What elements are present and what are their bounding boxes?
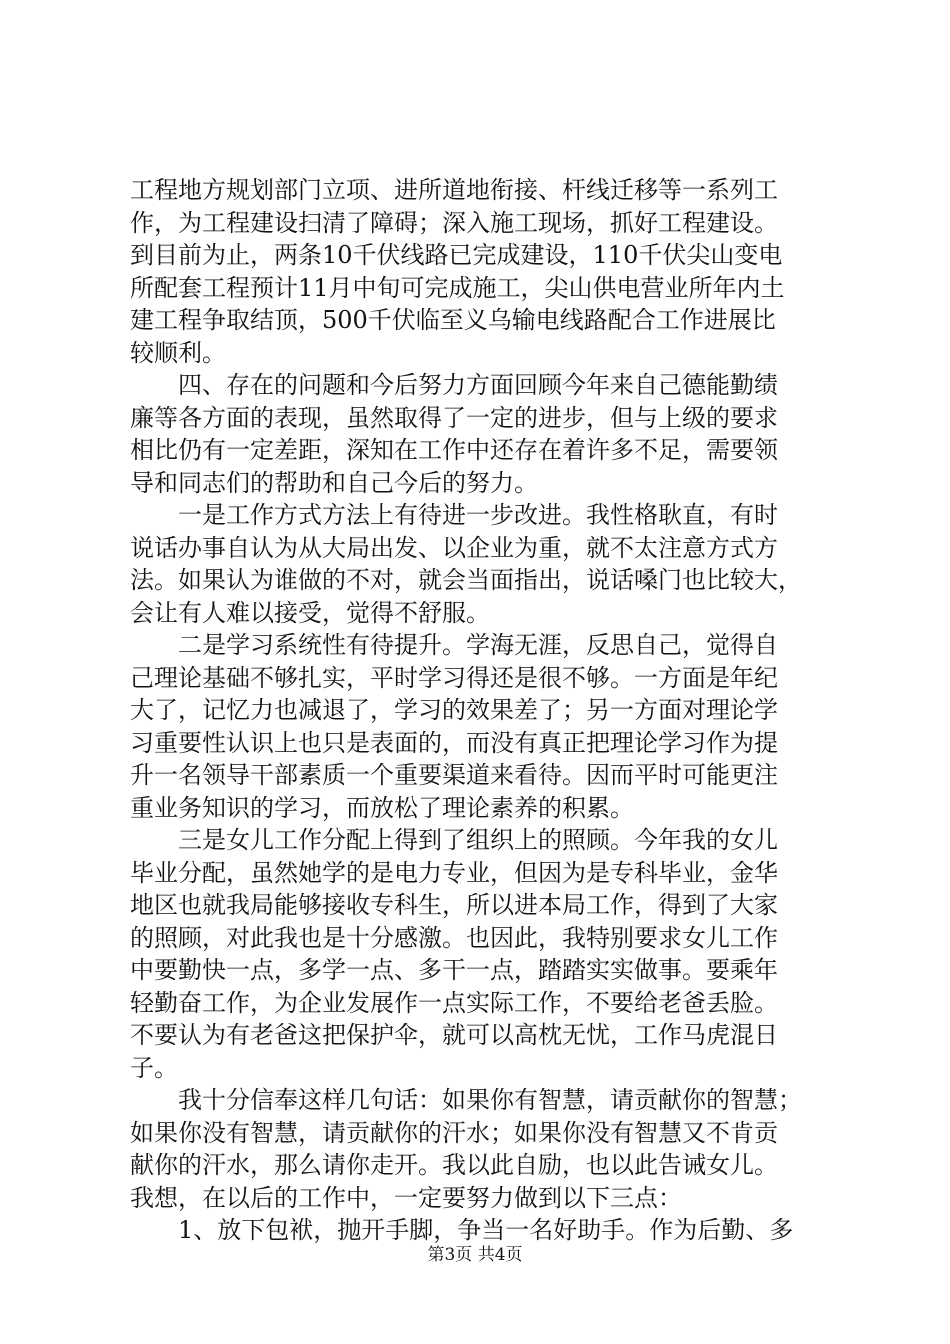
body-text-line: 重业务知识的学习，而放松了理论素养的积累。 <box>130 794 634 822</box>
body-text-line: 大了，记忆力也减退了，学习的效果差了；另一方面对理论学 <box>130 696 778 724</box>
body-text-line: 献你的汗水，那么请你走开。我以此自励，也以此告诫女儿。 <box>130 1151 778 1179</box>
body-text-line: 轻勤奋工作，为企业发展作一点实际工作，不要给老爸丢脸。 <box>130 989 778 1017</box>
body-text-line: 的照顾，对此我也是十分感激。也因此，我特别要求女儿工作 <box>130 924 778 952</box>
body-text-line: 导和同志们的帮助和自己今后的努力。 <box>130 469 538 497</box>
body-text-line: 不要认为有老爸这把保护伞，就可以高枕无忧，工作马虎混日 <box>130 1021 778 1049</box>
body-text-line: 工程地方规划部门立项、进所道地衔接、杆线迁移等一系列工 <box>130 176 778 204</box>
paragraph-heading-line: 四、存在的问题和今后努力方面回顾今年来自己德能勤绩 <box>130 371 778 399</box>
paragraph-start-line: 我十分信奉这样几句话：如果你有智慧，请贡献你的智慧； <box>130 1086 802 1114</box>
paragraph-start-line: 三是女儿工作分配上得到了组织上的照顾。今年我的女儿 <box>130 826 778 854</box>
body-text-line: 法。如果认为谁做的不对，就会当面指出，说话嗓门也比较大， <box>130 566 802 594</box>
paragraph-start-line: 一是工作方式方法上有待进一步改进。我性格耿直，有时 <box>130 501 778 529</box>
body-text-line: 地区也就我局能够接收专科生，所以进本局工作，得到了大家 <box>130 891 778 919</box>
body-text-line: 如果你没有智慧，请贡献你的汗水；如果你没有智慧又不肯贡 <box>130 1119 778 1147</box>
body-text-line: 相比仍有一定差距，深知在工作中还存在着许多不足，需要领 <box>130 436 778 464</box>
paragraph-start-line: 1、放下包袱，抛开手脚，争当一名好助手。作为后勤、多 <box>130 1216 794 1244</box>
body-text-line: 我想，在以后的工作中，一定要努力做到以下三点： <box>130 1184 682 1212</box>
page-number-footer: 第3页 共4页 <box>427 1245 523 1265</box>
body-text-line: 中要勤快一点，多学一点、多干一点，踏踏实实做事。要乘年 <box>130 956 778 984</box>
body-text-line: 子。 <box>130 1054 178 1082</box>
body-text-line: 较顺利。 <box>130 339 226 367</box>
body-text-line: 会让有人难以接受，觉得不舒服。 <box>130 599 490 627</box>
body-text-line: 升一名领导干部素质一个重要渠道来看待。因而平时可能更注 <box>130 761 778 789</box>
body-text-line: 到目前为止，两条10千伏线路已完成建设，110千伏尖山变电 <box>130 241 783 269</box>
body-text-line: 所配套工程预计11月中旬可完成施工，尖山供电营业所年内土 <box>130 274 785 302</box>
body-text-line: 廉等各方面的表现，虽然取得了一定的进步，但与上级的要求 <box>130 404 778 432</box>
body-text-line: 建工程争取结顶，500千伏临至义乌输电线路配合工作进展比 <box>130 306 776 334</box>
body-text-line: 作，为工程建设扫清了障碍；深入施工现场，抓好工程建设。 <box>130 209 778 237</box>
paragraph-start-line: 二是学习系统性有待提升。学海无涯，反思自己，觉得自 <box>130 631 778 659</box>
body-text-line: 毕业分配，虽然她学的是电力专业，但因为是专科毕业，金华 <box>130 859 778 887</box>
body-text-line: 习重要性认识上也只是表面的，而没有真正把理论学习作为提 <box>130 729 778 757</box>
body-text-line: 说话办事自认为从大局出发、以企业为重，就不太注意方式方 <box>130 534 778 562</box>
body-text-line: 己理论基础不够扎实，平时学习得还是很不够。一方面是年纪 <box>130 664 778 692</box>
